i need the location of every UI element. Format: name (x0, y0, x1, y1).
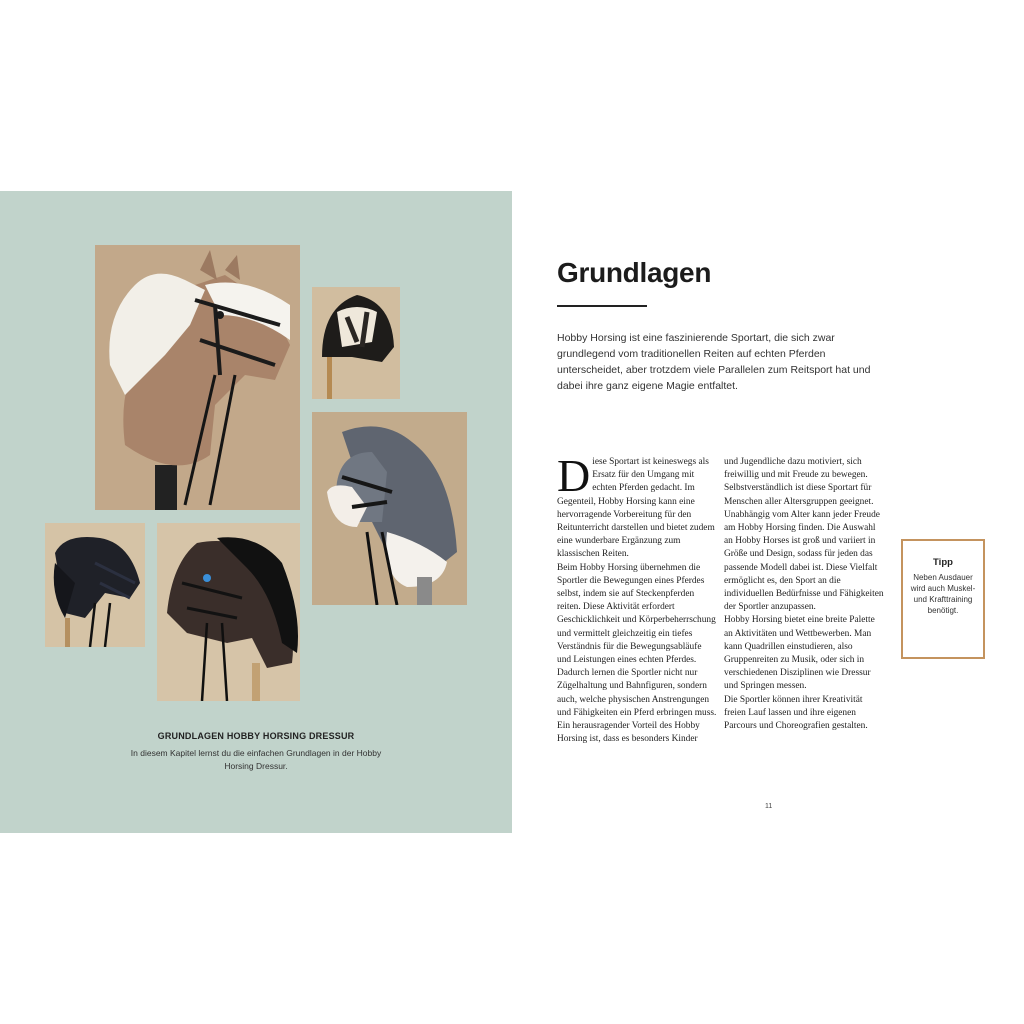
page-number: 11 (765, 803, 773, 810)
photo-hobby-horse-black-blue-eye (157, 523, 300, 701)
tip-title: Tipp (933, 557, 953, 568)
paragraph: Die Sportler können ihrer Kreativität freien Lauf lassen und ihre eigenen Parcours und Choreografien gestalten. (724, 694, 868, 732)
paragraph: Beim Hobby Horsing übernehmen die Sportler die Bewegungen eines Pferdes selbst, indem sie auf Steckenpferden reiten. Diese Aktivität erfordert Geschicklichkeit und Körperbeherrschung und vermittelt gleichzeitig ein tiefes Verständnis für die Bewegungsabläufe und Leistungen eines echten Pferdes. Dadurch lernen die Sportler nicht nur Zügelhaltung und Bahnfiguren, sondern auch, welche physischen Anstrengungen und Fähigkeiten ein Pferd erbringen muss. (557, 562, 717, 718)
tip-text: Neben Ausdauer wird auch Muskel- und Krafttraining benötigt. (910, 573, 976, 615)
text-column-1 (557, 450, 717, 746)
paragraph: Ein herausragender Vorteil des Hobby Horsing ist, dass es besonders Kinder (557, 721, 700, 745)
paragraph: iese Sportart ist keineswegs als Ersatz für den Umgang mit echten Pferden gedacht. Im Gegenteil, Hobby Horsing kann eine hervorragende Vorbereitung für den Reitunterricht darstellen und bietet zudem eine wunderbare Ergänzung zum klassischen Reiten. (557, 457, 715, 560)
page-title: Grundlagen (557, 257, 712, 288)
tip-box (901, 539, 985, 659)
heading-underline (557, 305, 647, 307)
photo-hobby-horse-black-small (45, 523, 145, 647)
text-column-2 (724, 456, 884, 733)
paragraph: und Jugendliche dazu motiviert, sich freiwillig und mit Freude zu bewegen. Selbstverständlich ist diese Sportart für Menschen aller Altersgruppen geeignet. (724, 457, 874, 507)
photo-hobby-horse-pinto-closeup (312, 287, 400, 399)
photo-hobby-horse-light-brown (95, 245, 300, 510)
paragraph: Unabhängig vom Alter kann jeder Freude am Hobby Horsing finden. Die Auswahl an Hobby Horses ist groß und variiert in Größe und Design, sodass für jeden das passende Modell dabei ist. Diese Vielfalt ermöglicht es, den Sport an die individuellen Bedürfnisse und Fähigkeiten der Sportler anzupassen. (724, 509, 884, 613)
caption-title: GRUNDLAGEN HOBBY HORSING DRESSUR (157, 731, 355, 741)
drop-cap: D (557, 450, 591, 501)
caption-text: In diesem Kapitel lernst du die einfachen Grundlagen in der Hobby Horsing Dressur. (130, 748, 382, 771)
intro-paragraph: Hobby Horsing ist eine faszinierende Sportart, die sich zwar grundlegend vom traditionellen Reiten auf echten Pferden unterscheidet, aber trotzdem viele Parallelen zum Reitsport hat und dabei ihre ganz eigene Magie entfaltet. (557, 332, 871, 392)
paragraph: Hobby Horsing bietet eine breite Palette an Aktivitäten und Wettbewerben. Man kann Quadrillen einstudieren, also Gruppenreiten zu Musik, oder sich in verschiedenen Disziplinen wie Dressur und Springen messen. (724, 615, 875, 692)
photo-hobby-horse-grey-white (312, 412, 467, 605)
left-page (0, 191, 512, 833)
